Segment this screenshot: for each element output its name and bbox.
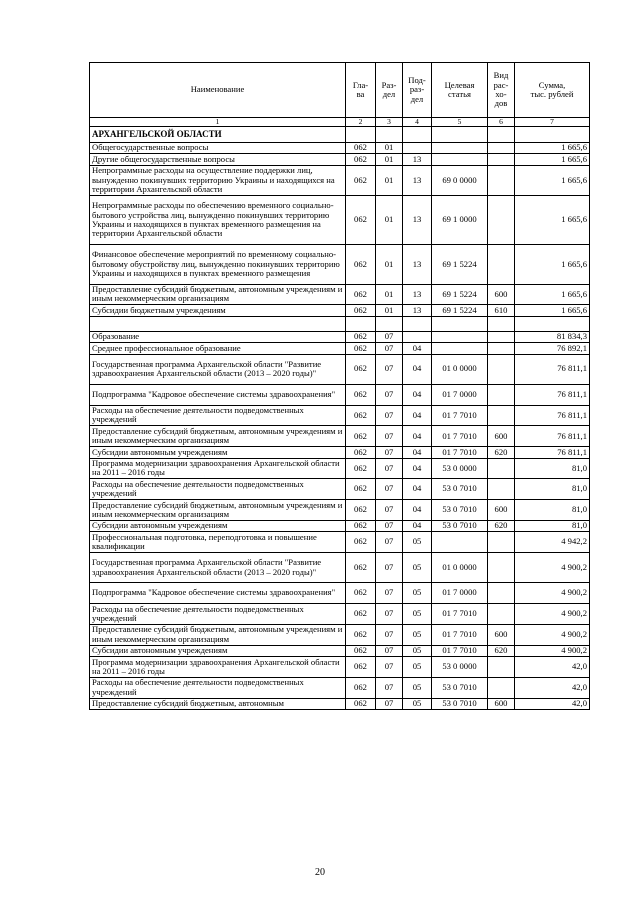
row-razdel: 07 xyxy=(376,384,403,405)
table-row xyxy=(90,331,590,342)
row-name: Подпрограмма "Кадровое обеспечение системы здравоохранения" xyxy=(90,384,346,405)
row-podrazdel xyxy=(403,143,432,154)
row-name: Другие общегосударственные вопросы xyxy=(90,154,346,165)
row-name: Непрограммные расходы по обеспечению временного социально-бытового устройства лиц, вынужденно покинувших территорию Украины и находящихся в пунктах временного размещения на территории Архангельской области xyxy=(90,195,346,244)
table-row xyxy=(90,520,590,531)
row-sum: 4 900,2 xyxy=(515,583,590,604)
row-glava: 062 xyxy=(346,354,376,384)
row-vid xyxy=(488,154,515,165)
row-name: Предоставление субсидий бюджетным, автономным xyxy=(90,698,346,709)
row-podrazdel: 04 xyxy=(403,354,432,384)
row-name: Профессиональная подготовка, переподготовка и повышение квалификации xyxy=(90,532,346,553)
row-razdel: 07 xyxy=(376,553,403,583)
row-target xyxy=(432,143,488,154)
row-sum: 76 811,1 xyxy=(515,405,590,426)
budget-table-sheet xyxy=(89,62,589,710)
row-glava: 062 xyxy=(346,479,376,500)
row-vid xyxy=(488,458,515,479)
row-vid: 600 xyxy=(488,624,515,645)
row-name: Программа модернизации здравоохранения Архангельской области на 2011 – 2016 годы xyxy=(90,657,346,678)
row-name: Государственная программа Архангельской области "Развитие здравоохранения Архангельской области (2013 – 2020 годы)" xyxy=(90,553,346,583)
table-row xyxy=(90,657,590,678)
header-razdel: Раз- дел xyxy=(376,63,403,118)
row-sum: 4 900,2 xyxy=(515,604,590,625)
row-target: 01 7 7010 xyxy=(432,447,488,458)
row-sum: 1 665,6 xyxy=(515,154,590,165)
row-name: Субсидии автономным учреждениям xyxy=(90,645,346,656)
row-podrazdel: 13 xyxy=(403,244,432,284)
row-target: 01 0 0000 xyxy=(432,354,488,384)
row-sum: 1 665,6 xyxy=(515,165,590,195)
row-glava: 062 xyxy=(346,384,376,405)
row-name: Расходы на обеспечение деятельности подведомственных учреждений xyxy=(90,405,346,426)
row-vid: 620 xyxy=(488,645,515,656)
row-razdel: 07 xyxy=(376,331,403,342)
row-target: 53 0 7010 xyxy=(432,520,488,531)
row-glava: 062 xyxy=(346,284,376,305)
row-vid xyxy=(488,604,515,625)
table-row xyxy=(90,645,590,656)
row-razdel: 07 xyxy=(376,532,403,553)
table-row xyxy=(90,553,590,583)
row-name: Предоставление субсидий бюджетным, автономным учреждениям и иным некоммерческим организациям xyxy=(90,500,346,521)
row-target: 01 7 7010 xyxy=(432,405,488,426)
col-number: 2 xyxy=(346,118,376,127)
row-vid: 620 xyxy=(488,520,515,531)
row-podrazdel xyxy=(403,331,432,342)
row-sum: 1 665,6 xyxy=(515,244,590,284)
row-vid: 620 xyxy=(488,447,515,458)
table-row xyxy=(90,583,590,604)
row-razdel: 07 xyxy=(376,624,403,645)
table-row xyxy=(90,458,590,479)
row-target: 01 7 7010 xyxy=(432,624,488,645)
row-razdel: 07 xyxy=(376,354,403,384)
row-target xyxy=(432,154,488,165)
row-podrazdel: 13 xyxy=(403,195,432,244)
row-name: Расходы на обеспечение деятельности подведомственных учреждений xyxy=(90,479,346,500)
row-vid xyxy=(488,343,515,354)
col-number: 4 xyxy=(403,118,432,127)
row-name: Предоставление субсидий бюджетным, автономным учреждениям и иным некоммерческим организациям xyxy=(90,426,346,447)
row-podrazdel: 04 xyxy=(403,447,432,458)
table-row xyxy=(90,604,590,625)
row-name: Образование xyxy=(90,331,346,342)
row-glava: 062 xyxy=(346,645,376,656)
row-podrazdel: 05 xyxy=(403,698,432,709)
col-number: 3 xyxy=(376,118,403,127)
row-sum: 4 900,2 xyxy=(515,645,590,656)
row-vid xyxy=(488,384,515,405)
row-glava: 062 xyxy=(346,195,376,244)
spacer-row xyxy=(90,316,590,331)
row-podrazdel: 04 xyxy=(403,458,432,479)
row-razdel: 07 xyxy=(376,520,403,531)
header-target: Целевая статья xyxy=(432,63,488,118)
row-podrazdel: 04 xyxy=(403,426,432,447)
row-razdel: 07 xyxy=(376,604,403,625)
row-vid xyxy=(488,553,515,583)
page-number: 20 xyxy=(315,867,325,878)
row-razdel: 01 xyxy=(376,154,403,165)
row-razdel: 07 xyxy=(376,500,403,521)
row-vid xyxy=(488,583,515,604)
row-target xyxy=(432,532,488,553)
row-name: Предоставление субсидий бюджетным, автономным учреждениям и иным некоммерческим организациям xyxy=(90,284,346,305)
row-podrazdel: 04 xyxy=(403,343,432,354)
row-glava: 062 xyxy=(346,458,376,479)
row-target: 69 1 0000 xyxy=(432,195,488,244)
row-vid xyxy=(488,165,515,195)
row-glava: 062 xyxy=(346,305,376,316)
budget-table xyxy=(89,62,590,710)
row-sum: 81,0 xyxy=(515,500,590,521)
col-number: 6 xyxy=(488,118,515,127)
row-glava: 062 xyxy=(346,604,376,625)
table-row xyxy=(90,354,590,384)
row-glava: 062 xyxy=(346,698,376,709)
row-podrazdel: 05 xyxy=(403,645,432,656)
row-target: 53 0 0000 xyxy=(432,458,488,479)
row-name: Программа модернизации здравоохранения Архангельской области на 2011 – 2016 годы xyxy=(90,458,346,479)
row-razdel: 07 xyxy=(376,458,403,479)
row-sum: 81,0 xyxy=(515,458,590,479)
row-sum: 81,0 xyxy=(515,520,590,531)
row-podrazdel: 04 xyxy=(403,500,432,521)
row-sum: 42,0 xyxy=(515,657,590,678)
row-vid: 600 xyxy=(488,698,515,709)
row-razdel: 01 xyxy=(376,195,403,244)
row-target: 53 0 0000 xyxy=(432,657,488,678)
row-sum: 76 811,1 xyxy=(515,354,590,384)
table-row xyxy=(90,154,590,165)
row-podrazdel: 05 xyxy=(403,677,432,698)
table-row xyxy=(90,244,590,284)
row-glava: 062 xyxy=(346,405,376,426)
row-glava: 062 xyxy=(346,532,376,553)
row-name: Подпрограмма "Кадровое обеспечение системы здравоохранения" xyxy=(90,583,346,604)
row-sum: 4 942,2 xyxy=(515,532,590,553)
row-podrazdel: 05 xyxy=(403,624,432,645)
table-row xyxy=(90,500,590,521)
row-razdel: 01 xyxy=(376,165,403,195)
row-glava: 062 xyxy=(346,447,376,458)
row-razdel: 07 xyxy=(376,405,403,426)
row-razdel: 07 xyxy=(376,479,403,500)
row-sum: 76 892,1 xyxy=(515,343,590,354)
row-razdel: 07 xyxy=(376,657,403,678)
row-podrazdel: 04 xyxy=(403,520,432,531)
row-razdel: 07 xyxy=(376,583,403,604)
row-podrazdel: 13 xyxy=(403,284,432,305)
column-number-row xyxy=(90,118,590,127)
row-glava: 062 xyxy=(346,343,376,354)
row-vid xyxy=(488,532,515,553)
row-glava: 062 xyxy=(346,165,376,195)
col-number: 1 xyxy=(90,118,346,127)
header-name: Наименование xyxy=(90,63,346,118)
row-vid: 600 xyxy=(488,284,515,305)
row-sum: 1 665,6 xyxy=(515,284,590,305)
row-glava: 062 xyxy=(346,583,376,604)
row-vid xyxy=(488,354,515,384)
row-podrazdel: 05 xyxy=(403,553,432,583)
table-row xyxy=(90,343,590,354)
table-row xyxy=(90,532,590,553)
table-row xyxy=(90,677,590,698)
header-vid: Вид рас- хо- дов xyxy=(488,63,515,118)
table-header-row xyxy=(90,63,590,118)
row-vid xyxy=(488,331,515,342)
row-target: 01 7 7010 xyxy=(432,604,488,625)
row-target: 53 0 7010 xyxy=(432,500,488,521)
row-razdel: 01 xyxy=(376,244,403,284)
row-sum: 4 900,2 xyxy=(515,624,590,645)
row-sum: 1 665,6 xyxy=(515,195,590,244)
row-vid xyxy=(488,657,515,678)
row-sum: 42,0 xyxy=(515,677,590,698)
row-razdel: 07 xyxy=(376,645,403,656)
row-vid xyxy=(488,677,515,698)
table-row xyxy=(90,143,590,154)
row-target: 69 1 5224 xyxy=(432,244,488,284)
row-podrazdel: 05 xyxy=(403,604,432,625)
row-name: Предоставление субсидий бюджетным, автономным учреждениям и иным некоммерческим организациям xyxy=(90,624,346,645)
row-podrazdel: 13 xyxy=(403,165,432,195)
header-glava: Гла- ва xyxy=(346,63,376,118)
table-row xyxy=(90,698,590,709)
row-vid xyxy=(488,143,515,154)
row-razdel: 01 xyxy=(376,143,403,154)
row-name: Расходы на обеспечение деятельности подведомственных учреждений xyxy=(90,604,346,625)
row-podrazdel: 05 xyxy=(403,532,432,553)
row-target: 53 0 7010 xyxy=(432,677,488,698)
row-sum: 81,0 xyxy=(515,479,590,500)
row-podrazdel: 05 xyxy=(403,657,432,678)
header-podrazdel: Под- раз- дел xyxy=(403,63,432,118)
row-podrazdel: 13 xyxy=(403,305,432,316)
table-row xyxy=(90,426,590,447)
row-sum: 1 665,6 xyxy=(515,305,590,316)
row-glava: 062 xyxy=(346,500,376,521)
row-vid: 600 xyxy=(488,426,515,447)
row-sum: 76 811,1 xyxy=(515,447,590,458)
row-vid xyxy=(488,195,515,244)
row-sum: 76 811,1 xyxy=(515,384,590,405)
row-sum: 42,0 xyxy=(515,698,590,709)
row-sum: 81 834,3 xyxy=(515,331,590,342)
row-target: 69 1 5224 xyxy=(432,305,488,316)
row-razdel: 01 xyxy=(376,284,403,305)
row-podrazdel: 04 xyxy=(403,479,432,500)
row-target: 01 7 7010 xyxy=(432,426,488,447)
col-number: 7 xyxy=(515,118,590,127)
row-target xyxy=(432,331,488,342)
row-glava: 062 xyxy=(346,657,376,678)
table-row xyxy=(90,405,590,426)
row-glava: 062 xyxy=(346,426,376,447)
row-name: Непрограммные расходы на осуществление поддержки лиц, вынужденно покинувших территорию Украины и находящихся на территории Архангельской области xyxy=(90,165,346,195)
row-target: 01 7 7010 xyxy=(432,645,488,656)
row-glava: 062 xyxy=(346,331,376,342)
row-vid: 600 xyxy=(488,500,515,521)
row-glava: 062 xyxy=(346,553,376,583)
row-vid: 610 xyxy=(488,305,515,316)
row-razdel: 07 xyxy=(376,343,403,354)
row-name: Государственная программа Архангельской области "Развитие здравоохранения Архангельской области (2013 – 2020 годы)" xyxy=(90,354,346,384)
row-name: Субсидии бюджетным учреждениям xyxy=(90,305,346,316)
table-row xyxy=(90,305,590,316)
row-glava: 062 xyxy=(346,624,376,645)
row-sum: 4 900,2 xyxy=(515,553,590,583)
row-podrazdel: 04 xyxy=(403,405,432,426)
header-sum: Сумма, тыс. рублей xyxy=(515,63,590,118)
row-target: 53 0 7010 xyxy=(432,479,488,500)
region-title: АРХАНГЕЛЬСКОЙ ОБЛАСТИ xyxy=(90,127,346,143)
table-row xyxy=(90,624,590,645)
table-row xyxy=(90,447,590,458)
row-podrazdel: 13 xyxy=(403,154,432,165)
row-glava: 062 xyxy=(346,677,376,698)
table-row xyxy=(90,384,590,405)
row-vid xyxy=(488,405,515,426)
row-podrazdel: 04 xyxy=(403,384,432,405)
row-glava: 062 xyxy=(346,520,376,531)
row-target: 01 7 0000 xyxy=(432,384,488,405)
row-razdel: 07 xyxy=(376,698,403,709)
row-glava: 062 xyxy=(346,244,376,284)
row-vid xyxy=(488,244,515,284)
row-vid xyxy=(488,479,515,500)
row-name: Финансовое обеспечение мероприятий по временному социально-бытовому обустройству лиц, вынужденно покинувших территорию Украины и находящихся в пунктах временного размещения xyxy=(90,244,346,284)
row-glava: 062 xyxy=(346,154,376,165)
row-name: Субсидии автономным учреждениям xyxy=(90,520,346,531)
table-row xyxy=(90,479,590,500)
row-razdel: 01 xyxy=(376,305,403,316)
row-target: 53 0 7010 xyxy=(432,698,488,709)
row-sum: 1 665,6 xyxy=(515,143,590,154)
row-name: Расходы на обеспечение деятельности подведомственных учреждений xyxy=(90,677,346,698)
row-name: Среднее профессиональное образование xyxy=(90,343,346,354)
row-podrazdel: 05 xyxy=(403,583,432,604)
row-name: Субсидии автономным учреждениям xyxy=(90,447,346,458)
row-name: Общегосударственные вопросы xyxy=(90,143,346,154)
table-row xyxy=(90,195,590,244)
table-row xyxy=(90,284,590,305)
row-target: 01 0 0000 xyxy=(432,553,488,583)
region-title-row xyxy=(90,127,590,143)
row-razdel: 07 xyxy=(376,426,403,447)
row-razdel: 07 xyxy=(376,677,403,698)
row-sum: 76 811,1 xyxy=(515,426,590,447)
row-razdel: 07 xyxy=(376,447,403,458)
row-target: 69 0 0000 xyxy=(432,165,488,195)
col-number: 5 xyxy=(432,118,488,127)
table-row xyxy=(90,165,590,195)
table-body xyxy=(90,118,590,710)
row-glava: 062 xyxy=(346,143,376,154)
row-target: 01 7 0000 xyxy=(432,583,488,604)
row-target: 69 1 5224 xyxy=(432,284,488,305)
row-target xyxy=(432,343,488,354)
